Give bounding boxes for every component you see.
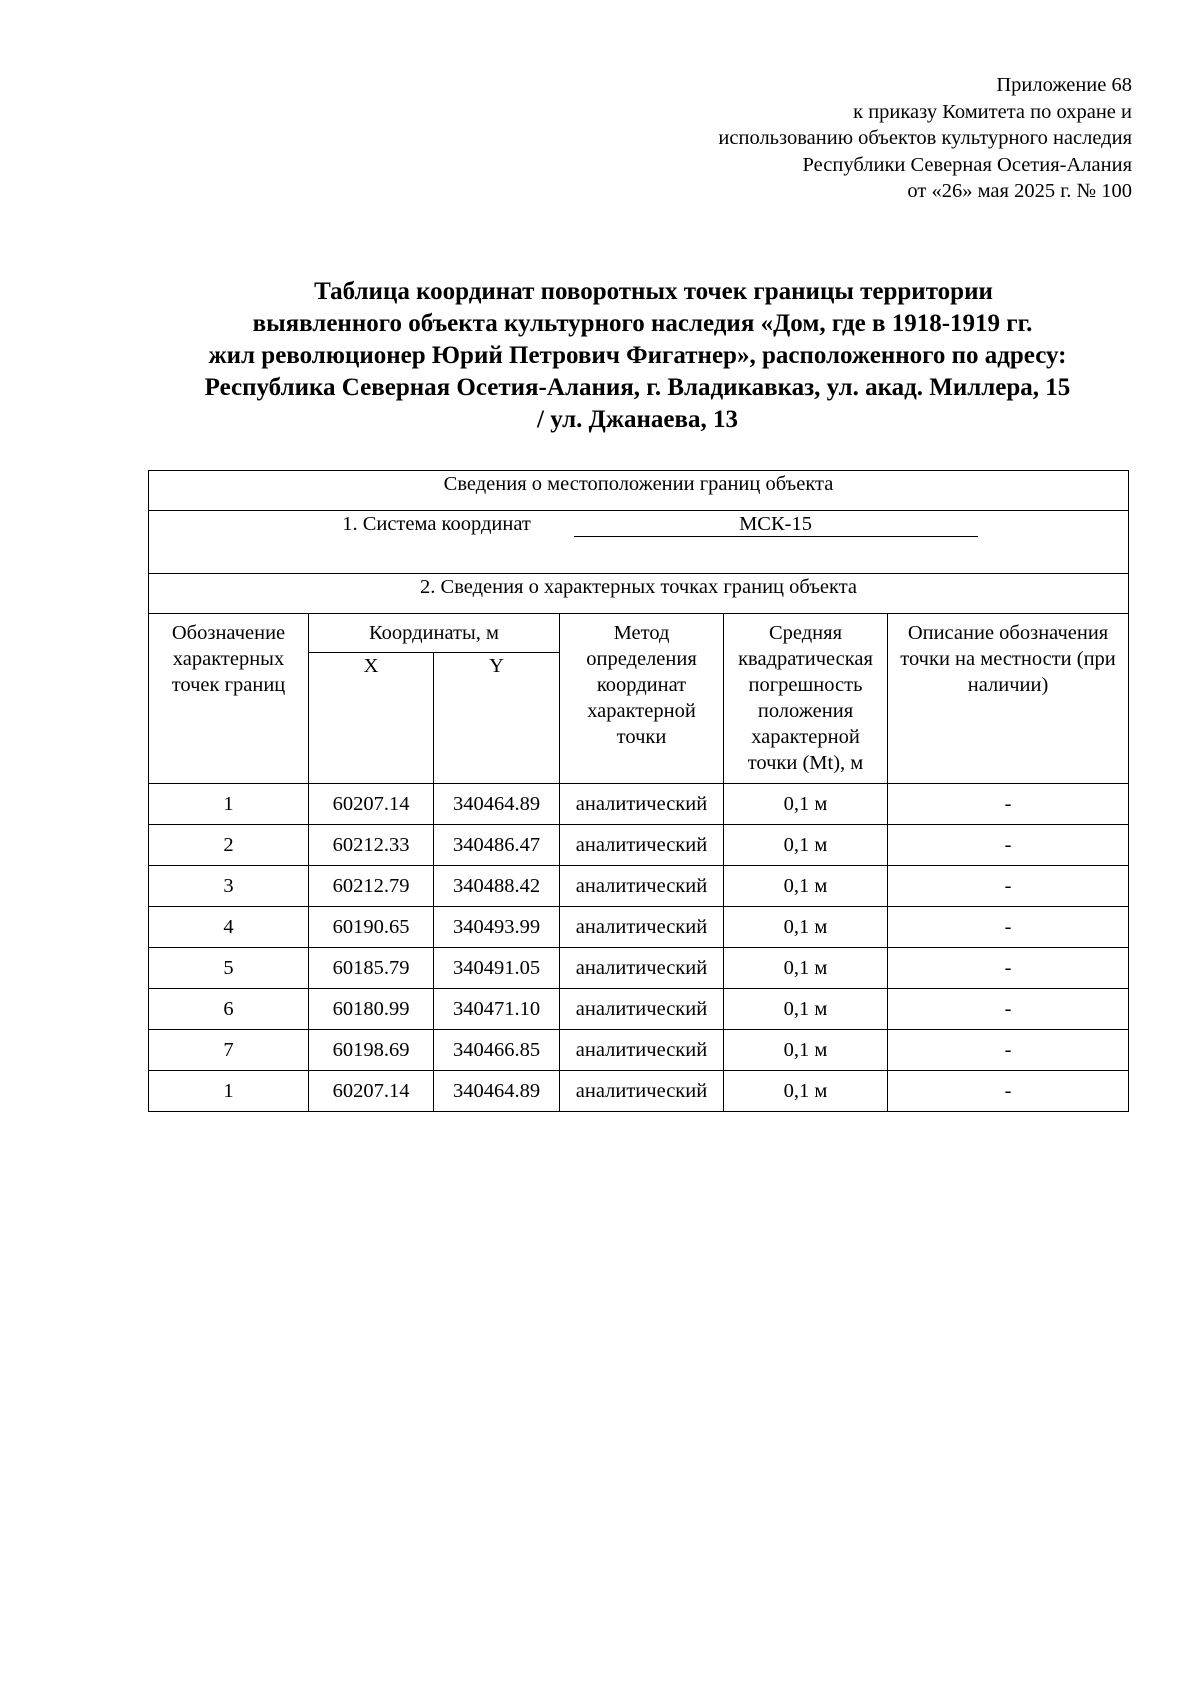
table-row [149,1030,1129,1071]
coordinate-system-row [149,511,1129,574]
table-row [149,948,1129,989]
point-number-cell: 6 [149,989,309,1030]
point-number-cell: 1 [149,1071,309,1112]
point-number-cell: 4 [149,907,309,948]
error-cell: 0,1 м [724,784,888,825]
description-cell: - [888,866,1129,907]
y-coordinate-cell: 340488.42 [434,866,560,907]
x-coordinate-cell: 60185.79 [309,948,434,989]
point-number-cell: 3 [149,866,309,907]
table-row [149,784,1129,825]
table-row [149,1071,1129,1112]
description-cell: - [888,989,1129,1030]
method-cell: аналитический [560,1071,724,1112]
column-header-y: Y [434,653,560,784]
y-coordinate-cell: 340466.85 [434,1030,560,1071]
y-coordinate-cell: 340471.10 [434,989,560,1030]
x-coordinate-cell: 60207.14 [309,1071,434,1112]
point-number-cell: 2 [149,825,309,866]
error-cell: 0,1 м [724,1030,888,1071]
x-coordinate-cell: 60212.33 [309,825,434,866]
appendix-date-line: от «26» мая 2025 г. № 100 [907,180,1132,202]
method-cell: аналитический [560,784,724,825]
title-line-5: / ул. Джанаева, 13 [537,406,738,433]
x-coordinate-cell: 60180.99 [309,989,434,1030]
section-header: Сведения о местоположении границ объекта [149,471,1129,511]
appendix-order-line: к приказу Комитета по охране и [853,100,1132,123]
table-row [149,907,1129,948]
appendix-number: Приложение 68 [996,74,1132,96]
title-line-3: жил революционер Юрий Петрович Фигатнер», расположенного по адресу: [208,342,1067,369]
description-cell: - [888,825,1129,866]
error-cell: 0,1 м [724,989,888,1030]
title-line-4: Республика Северная Осетия-Алания, г. Владикавказ, ул. акад. Миллера, 15 [204,374,1071,401]
y-coordinate-cell: 340486.47 [434,825,560,866]
document-title [130,276,1145,436]
error-cell: 0,1 м [724,907,888,948]
method-cell: аналитический [560,948,724,989]
method-cell: аналитический [560,1030,724,1071]
description-cell: - [888,907,1129,948]
description-cell: - [888,948,1129,989]
x-coordinate-cell: 60207.14 [309,784,434,825]
error-cell: 0,1 м [724,825,888,866]
column-header-error: Средняя квадратическая погрешность положения характерной точки (Mt), м [724,614,888,784]
point-number-cell: 7 [149,1030,309,1071]
title-line-2: выявленного объекта культурного наследия «Дом, где в 1918-1919 гг. [252,310,1033,337]
table-row [149,825,1129,866]
appendix-committee-line: использованию объектов культурного наследия [718,127,1132,149]
column-header-x: X [309,653,434,784]
x-coordinate-cell: 60190.65 [309,907,434,948]
point-number-cell: 5 [149,948,309,989]
description-cell: - [888,784,1129,825]
table-row [149,866,1129,907]
error-cell: 0,1 м [724,1071,888,1112]
description-cell: - [888,1030,1129,1071]
column-header-coordinates: Координаты, м [309,614,560,653]
x-coordinate-cell: 60212.79 [309,866,434,907]
coordinate-system-value: МСК-15 [574,512,978,537]
method-cell: аналитический [560,866,724,907]
column-header-description: Описание обозначения точки на местности (при наличии) [888,614,1129,784]
point-number-cell: 1 [149,784,309,825]
error-cell: 0,1 м [724,866,888,907]
points-header: 2. Сведения о характерных точках границ объекта [149,574,1129,614]
table-row [149,989,1129,1030]
y-coordinate-cell: 340464.89 [434,1071,560,1112]
description-cell: - [888,1071,1129,1112]
appendix-reference [718,72,1132,205]
y-coordinate-cell: 340491.05 [434,948,560,989]
x-coordinate-cell: 60198.69 [309,1030,434,1071]
method-cell: аналитический [560,825,724,866]
coordinate-system-label: 1. Система координат [342,513,531,535]
y-coordinate-cell: 340493.99 [434,907,560,948]
column-header-designation: Обозначение характерных точек границ [149,614,309,784]
y-coordinate-cell: 340464.89 [434,784,560,825]
method-cell: аналитический [560,989,724,1030]
method-cell: аналитический [560,907,724,948]
error-cell: 0,1 м [724,948,888,989]
appendix-republic-line: Республики Северная Осетия-Алания [802,153,1132,176]
title-line-1: Таблица координат поворотных точек границы территории [314,278,993,305]
coordinates-table [148,470,1129,1112]
column-header-method: Метод определения координат характерной точки [560,614,724,784]
